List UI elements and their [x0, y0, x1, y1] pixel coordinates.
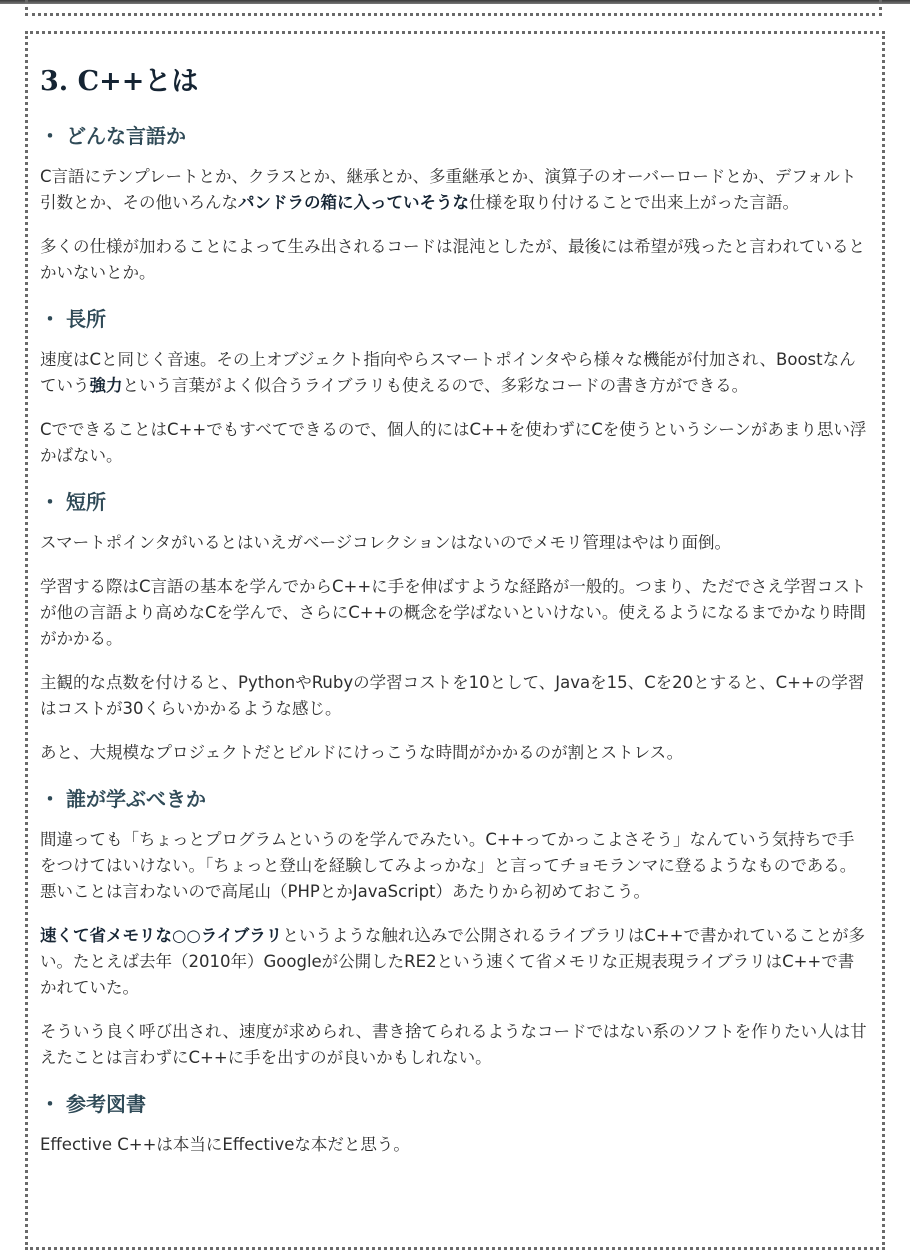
emphasis-text: 速くて省メモリな○○ライブラリ	[40, 926, 283, 945]
paragraph-text: 学習する際はC言語の基本を学んでからC++に手を伸ばすような経路が一般的。つまり、ただでさえ学習コストが他の言語より高めなCを学んで、さらにC++の概念を学ばないといけない。使えるようになるまでかなり時間がかかる。	[40, 577, 867, 648]
paragraph-text: 多くの仕様が加わることによって生み出されるコードは混沌としたが、最後には希望が残ったと言われているとかいないとか。	[40, 237, 865, 282]
paragraph	[40, 417, 870, 469]
paragraph-text: 速度はCと同じく音速。その上オブジェクト指向やらスマートポインタやら様々な機能が付加され、Boostなんていう	[40, 350, 856, 395]
emphasis-text: パンドラの箱に入っていそうな	[238, 193, 469, 212]
paragraph-text: C言語にテンプレートとか、クラスとか、継承とか、多重継承とか、演算子のオーバーロードとか、デフォルト引数とか、その他いろんな	[40, 167, 857, 212]
bullet-glyph: ・	[40, 1092, 60, 1116]
paragraph	[40, 574, 870, 652]
paragraph	[40, 1132, 870, 1158]
paragraph-text: 主観的な点数を付けると、PythonやRubyの学習コストを10として、Javaを15、Cを20とすると、C++の学習はコストが30くらいかかるような感じ。	[40, 673, 865, 718]
paragraph	[40, 670, 870, 722]
subsection-heading-text: 誰が学ぶべきか	[66, 787, 206, 811]
paragraph-text: Effective C++は本当にEffectiveな本だと思う。	[40, 1135, 410, 1154]
section-title: 3. C++とは	[40, 66, 199, 97]
subsections-container	[40, 121, 870, 1158]
paragraph	[40, 530, 870, 556]
subsection-heading-text: どんな言語か	[66, 124, 186, 148]
bullet-glyph: ・	[40, 490, 60, 514]
subsection-heading-text: 短所	[66, 490, 106, 514]
paragraph	[40, 923, 870, 1001]
paragraph	[40, 1019, 870, 1071]
paragraph	[40, 347, 870, 399]
subsection-heading	[40, 121, 870, 151]
previous-section-box	[25, 0, 882, 16]
paragraph	[40, 740, 870, 766]
paragraph-text: という言葉がよく似合うライブラリも使えるので、多彩なコードの書き方ができる。	[122, 376, 749, 395]
subsection-heading	[40, 1089, 870, 1119]
subsection-heading-text: 参考図書	[66, 1092, 146, 1116]
paragraph-text: というような触れ込みで公開されるライブラリはC++で書かれていることが多い。たとえば去年（2010年）Googleが公開したRE2という速くて省メモリな正規表現ライブラリはC++で書かれていた。	[40, 926, 865, 997]
bullet-glyph: ・	[40, 124, 60, 148]
paragraph-text: スマートポインタがいるとはいえガベージコレクションはないのでメモリ管理はやはり面倒。	[40, 533, 732, 552]
subsection-heading	[40, 487, 870, 517]
cpp-section	[25, 31, 885, 1250]
paragraph-text: 仕様を取り付けることで出来上がった言語。	[469, 193, 799, 212]
subsection-heading	[40, 304, 870, 334]
emphasis-text: 強力	[89, 376, 123, 395]
paragraph-text: あと、大規模なプロジェクトだとビルドにけっこうな時間がかかるのが割とストレス。	[40, 743, 684, 762]
paragraph	[40, 827, 870, 905]
bullet-glyph: ・	[40, 307, 60, 331]
bullet-glyph: ・	[40, 787, 60, 811]
paragraph-text: 間違っても「ちょっとプログラムというのを学んでみたい。C++ってかっこよさそう」なんていう気持ちで手をつけてはいけない。「ちょっと登山を経験してみよっかな」と言ってチョモランマに登るようなものである。悪いことは言わないので高尾山（PHPとかJavaScript）あたりから初めておこう。	[40, 830, 857, 901]
paragraph-text: CでできることはC++でもすべてできるので、個人的にはC++を使わずにCを使うというシーンがあまり思い浮かばない。	[40, 420, 867, 465]
paragraph	[40, 164, 870, 216]
subsection-heading	[40, 784, 870, 814]
subsection-heading-text: 長所	[66, 307, 106, 331]
paragraph-text: そういう良く呼び出され、速度が求められ、書き捨てられるようなコードではない系のソフトを作りたい人は甘えたことは言わずにC++に手を出すのが良いかもしれない。	[40, 1022, 867, 1067]
paragraph	[40, 234, 870, 286]
